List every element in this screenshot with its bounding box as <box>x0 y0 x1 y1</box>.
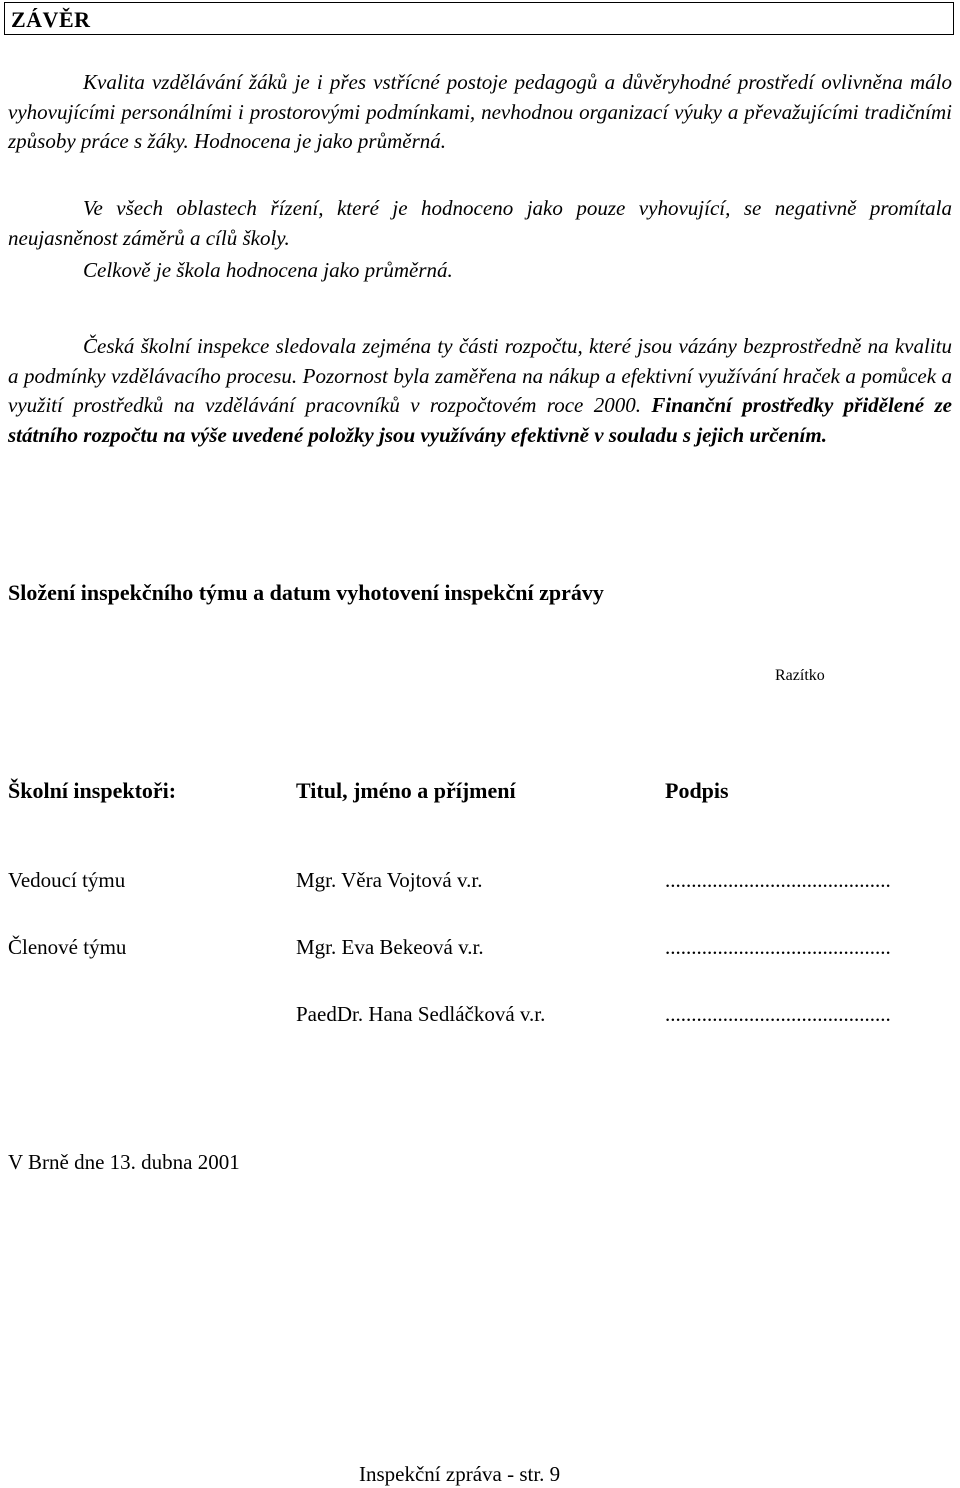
team-section-title: Složení inspekčního týmu a datum vyhotovení inspekční zprávy <box>8 580 604 605</box>
conclusion-paragraph-3: Celkově je škola hodnocena jako průměrná. <box>83 258 453 282</box>
table-row-role: Vedoucí týmu <box>8 868 126 892</box>
budget-paragraph-text: Česká školní inspekce sledovala zejména ty části rozpočtu, které jsou vázány bezprostředně na kvalitu a podmínky vzdělávacího procesu. Pozornost byla zaměřena na nákup a efektivní využívání hraček a pomůcek a využití prostředků na vzdělávání pracovníků v rozpočtovém roce 2000. <box>8 334 952 417</box>
budget-paragraph-conclusion: Finanční prostředky přidělené ze státního rozpočtu na výše uvedené položky jsou využívány efektivně v souladu s jejich určením. <box>8 393 952 447</box>
place-date: V Brně dne 13. dubna 2001 <box>8 1150 240 1174</box>
table-row-signature: ........................................... <box>665 935 891 959</box>
table-row-name: Mgr. Věra Vojtová v.r. <box>296 868 483 892</box>
table-header-signature: Podpis <box>665 778 729 803</box>
conclusion-paragraph-2: Ve všech oblastech řízení, které je hodnoceno jako pouze vyhovující, se negativně promítala neujasněnost záměrů a cílů školy. <box>8 196 952 250</box>
table-row-name: Mgr. Eva Bekeová v.r. <box>296 935 484 959</box>
table-row-signature: ........................................... <box>665 1002 891 1026</box>
section-heading-box <box>4 2 954 35</box>
conclusion-paragraph-1: Kvalita vzdělávání žáků je i přes vstřícné postoje pedagogů a důvěryhodné prostředí ovlivněna málo vyhovujícími personálními i prostorovými podmínkami, nevhodnou organizací výuky a převažujícími tradičními způsoby práce s žáky. Hodnocena je jako průměrná. <box>8 70 952 153</box>
page-footer: Inspekční zpráva - str. 9 <box>359 1462 561 1486</box>
table-header-name: Titul, jméno a příjmení <box>296 778 516 803</box>
table-row-signature: ........................................... <box>665 868 891 892</box>
section-heading: ZÁVĚR <box>11 7 91 32</box>
table-header-inspectors: Školní inspektoři: <box>8 778 177 803</box>
table-row-role: Členové týmu <box>8 935 127 959</box>
stamp-label: Razítko <box>775 667 825 684</box>
budget-paragraph <box>8 332 952 450</box>
table-row-name: PaedDr. Hana Sedláčková v.r. <box>296 1002 546 1026</box>
